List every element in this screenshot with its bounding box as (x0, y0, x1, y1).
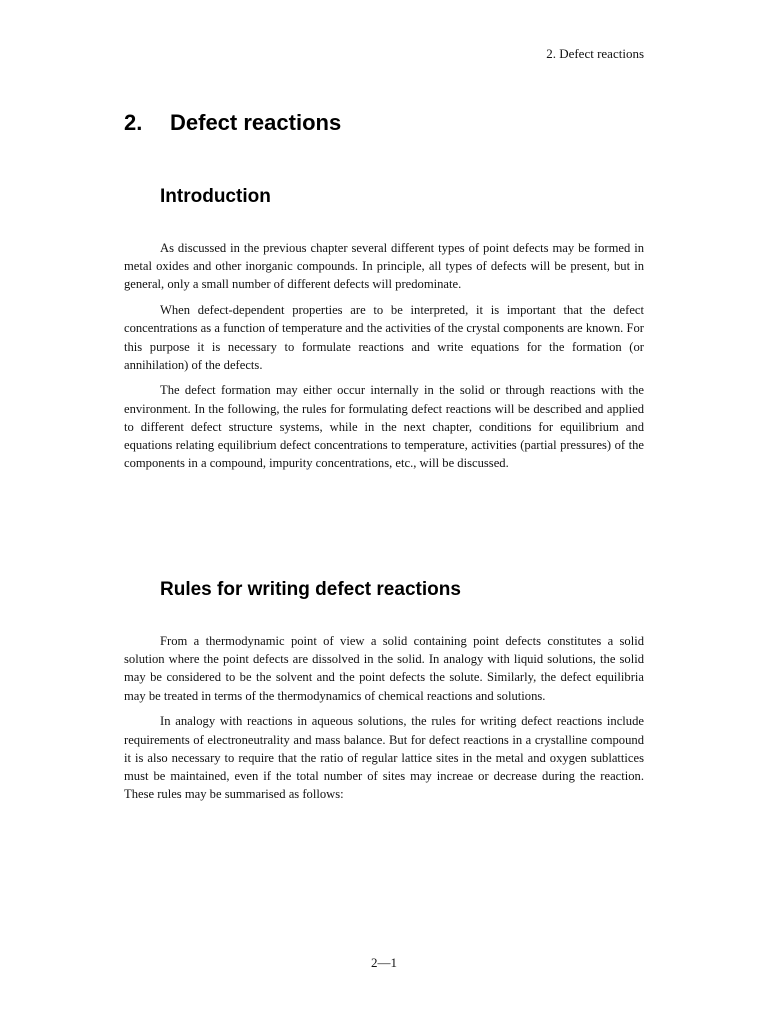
chapter-title (124, 110, 341, 136)
introduction-body (124, 239, 644, 480)
paragraph: In analogy with reactions in aqueous solutions, the rules for writing defect reactions include requirements of electroneutrality and mass balance. But for defect reactions in a crystalline compound it is also necessary to require that the ratio of regular lattice sites in the metal and oxygen sublattices must be maintained, even if the total number of sites may increae or decrease during the reaction. These rules may be summarised as follows: (124, 714, 644, 802)
page-number: 2—1 (371, 955, 397, 970)
paragraph: As discussed in the previous chapter several different types of point defects may be formed in metal oxides and other inorganic compounds. In principle, all types of defects will be present, but in general, only a small number of different defects will predominate. (124, 241, 644, 292)
section-heading-rules: Rules for writing defect reactions (160, 579, 461, 600)
paragraph: The defect formation may either occur internally in the solid or through reactions with the environment. In the following, the rules for formulating defect reactions will be described and applied to different defect structure systems, while in the next chapter, conditions for equilibrium and equations relating equilibrium defect concentrations to temperature, activities (partial pressures) of the components in a compound, impurity concentrations, etc., will be discussed. (124, 383, 644, 471)
paragraph: From a thermodynamic point of view a solid containing point defects constitutes a solid solution where the point defects are dissolved in the solid. In analogy with liquid solutions, the solid may be considered to be the solvent and the point defects the solute. Similarly, the defect equilibria may be treated in terms of the thermodynamics of chemical reactions and solutions. (124, 634, 644, 703)
rules-body (124, 632, 644, 811)
chapter-title-text: Defect reactions (170, 110, 342, 135)
running-header: 2. Defect reactions (546, 46, 644, 61)
chapter-number: 2. (124, 110, 143, 135)
paragraph: When defect-dependent properties are to be interpreted, it is important that the defect concentrations as a function of temperature and the activities of the crystal components are known. For this purpose it is necessary to formulate reactions and write equations for the formation (or annihilation) of the defects. (124, 303, 644, 372)
section-heading-introduction: Introduction (160, 186, 271, 207)
